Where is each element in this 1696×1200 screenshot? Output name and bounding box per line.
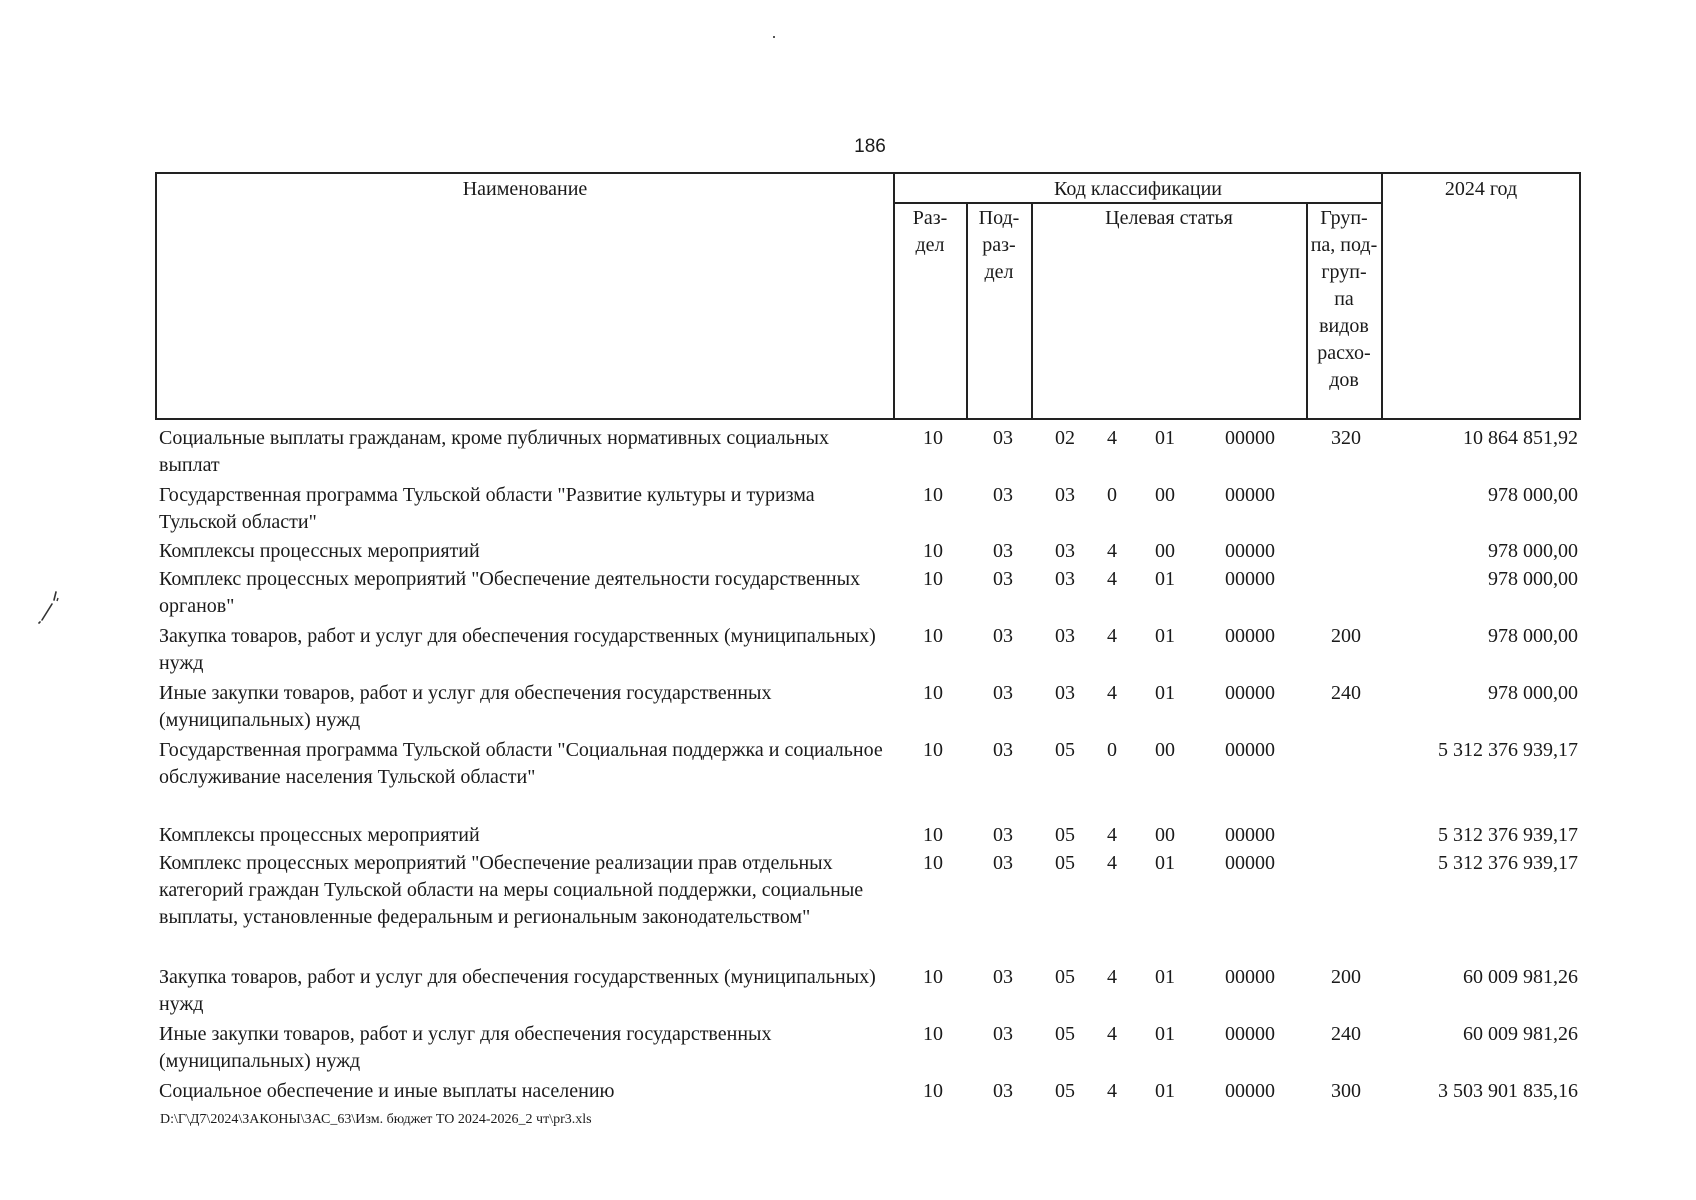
header-group: Груп- па, под- груп- па видов расхо- дов xyxy=(1310,207,1378,391)
row-target-subprogram: 01 xyxy=(1155,682,1175,704)
row-target-direction: 00000 xyxy=(1225,824,1275,846)
scan-speck xyxy=(773,36,775,38)
row-name: Комплексы процессных мероприятий xyxy=(159,824,480,846)
row-razdel: 10 xyxy=(923,739,943,761)
row-target-subprogram: 01 xyxy=(1155,1080,1175,1102)
row-target-direction: 00000 xyxy=(1225,1023,1275,1045)
row-target-program: 05 xyxy=(1055,852,1075,874)
row-amount: 5 312 376 939,17 xyxy=(1438,739,1578,761)
row-name: Социальные выплаты гражданам, кроме публичных нормативных социальных выплат xyxy=(159,427,829,476)
row-target-type: 4 xyxy=(1107,682,1117,704)
row-target-program: 05 xyxy=(1055,1080,1075,1102)
row-amount: 60 009 981,26 xyxy=(1463,1023,1578,1045)
row-podrazdel: 03 xyxy=(993,824,1013,846)
row-target-type: 4 xyxy=(1107,966,1117,988)
row-podrazdel: 03 xyxy=(993,966,1013,988)
row-target-direction: 00000 xyxy=(1225,568,1275,590)
file-path: D:\Г\Д7\2024\ЗАКОНЫ\ЗАС_63\Изм. бюджет ТО 2024-2026_2 чт\pr3.xls xyxy=(160,1112,592,1127)
row-target-direction: 00000 xyxy=(1225,625,1275,647)
row-razdel: 10 xyxy=(923,966,943,988)
row-name: Закупка товаров, работ и услуг для обеспечения государственных (муниципальных) нужд xyxy=(159,966,876,1015)
row-amount: 5 312 376 939,17 xyxy=(1438,824,1578,846)
row-target-direction: 00000 xyxy=(1225,682,1275,704)
row-target-program: 05 xyxy=(1055,1023,1075,1045)
row-name: Комплекс процессных мероприятий "Обеспечение реализации прав отдельных категорий граждан Тульской области на меры социальной поддержки, социальные выплаты, установленные федеральным и региональным законодательством" xyxy=(159,852,864,928)
row-podrazdel: 03 xyxy=(993,427,1013,449)
row-expense-group: 240 xyxy=(1331,1023,1361,1045)
row-podrazdel: 03 xyxy=(993,540,1013,562)
row-razdel: 10 xyxy=(923,852,943,874)
header-podrazdel: Под- раз- дел xyxy=(978,207,1020,283)
row-amount: 978 000,00 xyxy=(1488,484,1578,506)
row-amount: 978 000,00 xyxy=(1488,568,1578,590)
row-expense-group: 200 xyxy=(1331,625,1361,647)
row-target-subprogram: 01 xyxy=(1155,427,1175,449)
row-target-direction: 00000 xyxy=(1225,484,1275,506)
row-target-type: 4 xyxy=(1107,1080,1117,1102)
header-divider xyxy=(1031,203,1033,420)
row-target-type: 4 xyxy=(1107,568,1117,590)
row-target-program: 05 xyxy=(1055,966,1075,988)
row-target-type: 0 xyxy=(1107,484,1117,506)
row-podrazdel: 03 xyxy=(993,852,1013,874)
row-target-type: 0 xyxy=(1107,739,1117,761)
row-target-type: 4 xyxy=(1107,824,1117,846)
row-target-program: 03 xyxy=(1055,484,1075,506)
row-name: Комплекс процессных мероприятий "Обеспечение деятельности государственных органов" xyxy=(159,568,861,617)
row-podrazdel: 03 xyxy=(993,568,1013,590)
row-target-program: 03 xyxy=(1055,540,1075,562)
row-expense-group: 320 xyxy=(1331,427,1361,449)
row-target-program: 05 xyxy=(1055,739,1075,761)
row-target-subprogram: 00 xyxy=(1155,824,1175,846)
row-podrazdel: 03 xyxy=(993,1080,1013,1102)
row-name: Закупка товаров, работ и услуг для обеспечения государственных (муниципальных) нужд xyxy=(159,625,876,674)
row-name: Социальное обеспечение и иные выплаты населению xyxy=(159,1080,615,1102)
row-name: Комплексы процессных мероприятий xyxy=(159,540,480,562)
row-expense-group: 240 xyxy=(1331,682,1361,704)
row-target-subprogram: 01 xyxy=(1155,625,1175,647)
row-target-direction: 00000 xyxy=(1225,966,1275,988)
row-amount: 978 000,00 xyxy=(1488,625,1578,647)
header-year: 2024 год xyxy=(1444,178,1518,200)
row-podrazdel: 03 xyxy=(993,682,1013,704)
row-name: Иные закупки товаров, работ и услуг для обеспечения государственных (муниципальных) нужд xyxy=(159,1023,772,1072)
row-expense-group: 300 xyxy=(1331,1080,1361,1102)
row-razdel: 10 xyxy=(923,1023,943,1045)
row-target-direction: 00000 xyxy=(1225,427,1275,449)
row-podrazdel: 03 xyxy=(993,484,1013,506)
row-target-program: 03 xyxy=(1055,568,1075,590)
row-target-program: 03 xyxy=(1055,682,1075,704)
row-podrazdel: 03 xyxy=(993,739,1013,761)
row-target-program: 03 xyxy=(1055,625,1075,647)
row-target-program: 05 xyxy=(1055,824,1075,846)
row-amount: 978 000,00 xyxy=(1488,682,1578,704)
row-target-direction: 00000 xyxy=(1225,540,1275,562)
row-name: Государственная программа Тульской области "Социальная поддержка и социальное обслуживание населения Тульской области" xyxy=(159,739,883,788)
row-target-subprogram: 01 xyxy=(1155,1023,1175,1045)
row-amount: 3 503 901 835,16 xyxy=(1438,1080,1578,1102)
row-razdel: 10 xyxy=(923,1080,943,1102)
row-amount: 10 864 851,92 xyxy=(1463,427,1578,449)
header-name: Наименование xyxy=(462,178,588,200)
row-podrazdel: 03 xyxy=(993,625,1013,647)
row-amount: 978 000,00 xyxy=(1488,540,1578,562)
row-razdel: 10 xyxy=(923,484,943,506)
row-target-subprogram: 00 xyxy=(1155,739,1175,761)
row-target-direction: 00000 xyxy=(1225,739,1275,761)
header-divider xyxy=(1381,172,1383,420)
row-target-subprogram: 01 xyxy=(1155,966,1175,988)
row-amount: 5 312 376 939,17 xyxy=(1438,852,1578,874)
row-amount: 60 009 981,26 xyxy=(1463,966,1578,988)
row-expense-group: 200 xyxy=(1331,966,1361,988)
page-number: 186 xyxy=(854,136,886,157)
row-name: Государственная программа Тульской области "Развитие культуры и туризма Тульской области" xyxy=(159,484,815,533)
margin-pen-mark xyxy=(36,590,60,624)
row-razdel: 10 xyxy=(923,427,943,449)
row-name: Иные закупки товаров, работ и услуг для обеспечения государственных (муниципальных) нужд xyxy=(159,682,772,731)
row-target-direction: 00000 xyxy=(1225,1080,1275,1102)
header-target: Целевая статья xyxy=(1105,207,1233,229)
row-target-direction: 00000 xyxy=(1225,852,1275,874)
row-target-subprogram: 01 xyxy=(1155,852,1175,874)
row-podrazdel: 03 xyxy=(993,1023,1013,1045)
header-code: Код классификации xyxy=(1053,178,1223,200)
row-target-type: 4 xyxy=(1107,427,1117,449)
row-razdel: 10 xyxy=(923,568,943,590)
row-target-program: 02 xyxy=(1055,427,1075,449)
row-target-type: 4 xyxy=(1107,540,1117,562)
row-target-type: 4 xyxy=(1107,1023,1117,1045)
row-target-subprogram: 01 xyxy=(1155,568,1175,590)
row-razdel: 10 xyxy=(923,540,943,562)
row-target-subprogram: 00 xyxy=(1155,484,1175,506)
row-razdel: 10 xyxy=(923,625,943,647)
row-target-type: 4 xyxy=(1107,852,1117,874)
row-razdel: 10 xyxy=(923,682,943,704)
row-target-type: 4 xyxy=(1107,625,1117,647)
row-target-subprogram: 00 xyxy=(1155,540,1175,562)
row-razdel: 10 xyxy=(923,824,943,846)
header-razdel: Раз- дел xyxy=(912,207,948,256)
